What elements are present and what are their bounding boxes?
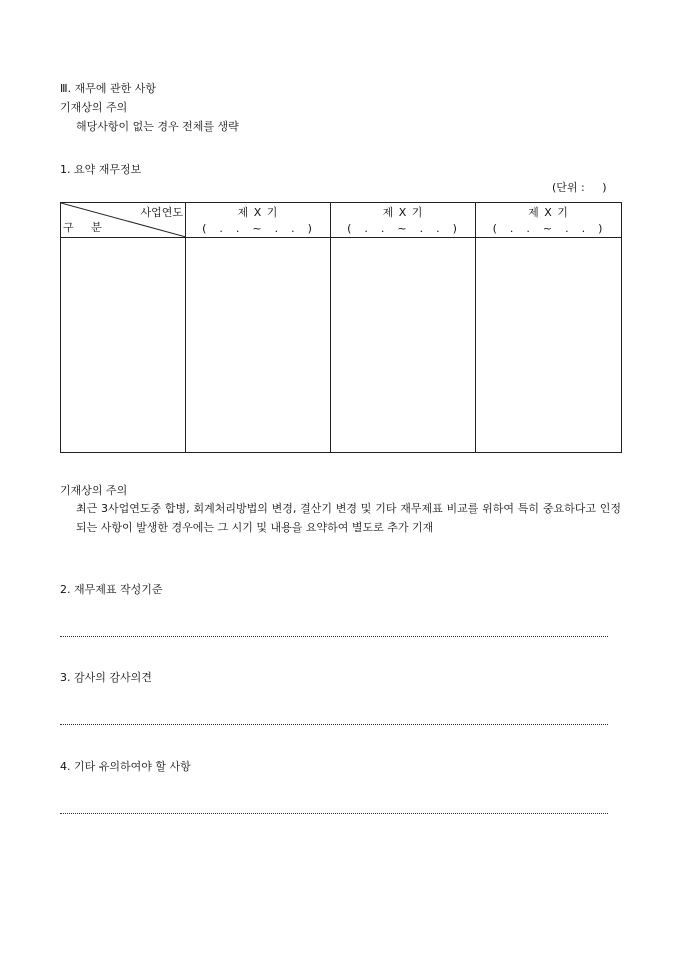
table-body-cell: [476, 238, 622, 453]
unit-label: (단위 : ): [552, 181, 607, 194]
blank-fill-line: [60, 724, 608, 725]
section-title: Ⅲ. 재무에 관한 사항: [60, 82, 156, 95]
period-header-cell: [186, 203, 331, 238]
corner-label-category: 구 분: [63, 221, 102, 234]
note-heading: 기재상의 주의: [60, 101, 128, 114]
blank-fill-line: [60, 636, 608, 637]
period-header-cell: [476, 203, 622, 238]
table-body-cell: [61, 238, 186, 453]
item-2-title: 2. 재무제표 작성기준: [60, 583, 163, 596]
table-body-cell: [186, 238, 331, 453]
note-heading: 기재상의 주의: [60, 484, 128, 497]
item-3-title: 3. 감사의 감사의견: [60, 671, 152, 684]
summary-financial-table: [60, 202, 622, 453]
item-1-title: 1. 요약 재무정보: [60, 163, 142, 176]
note-text: 해당사항이 없는 경우 전체를 생략: [76, 120, 239, 133]
table-body-cell: [331, 238, 476, 453]
corner-label-year: 사업연도: [140, 206, 183, 219]
period-range: ( . . ~ . . ): [492, 222, 605, 235]
blank-fill-line: [60, 813, 608, 814]
period-range: ( . . ~ . . ): [347, 222, 459, 235]
period-range: ( . . ~ . . ): [202, 222, 314, 235]
period-label: 제 X 기: [528, 206, 569, 219]
period-label: 제 X 기: [382, 206, 424, 219]
note-text: 최근 3사업연도중 합병, 회계처리방법의 변경, 결산기 변경 및 기타 재무제표 비교를 위하여 특히 중요하다고 인정되는 사항이 발생한 경우에는 그 시기 및 내용을 요약하여 별도로 추가 기재: [76, 502, 621, 534]
period-label: 제 X 기: [237, 206, 279, 219]
period-header-cell: [331, 203, 476, 238]
corner-header-cell: [61, 203, 186, 238]
item-4-title: 4. 기타 유의하여야 할 사항: [60, 760, 191, 773]
